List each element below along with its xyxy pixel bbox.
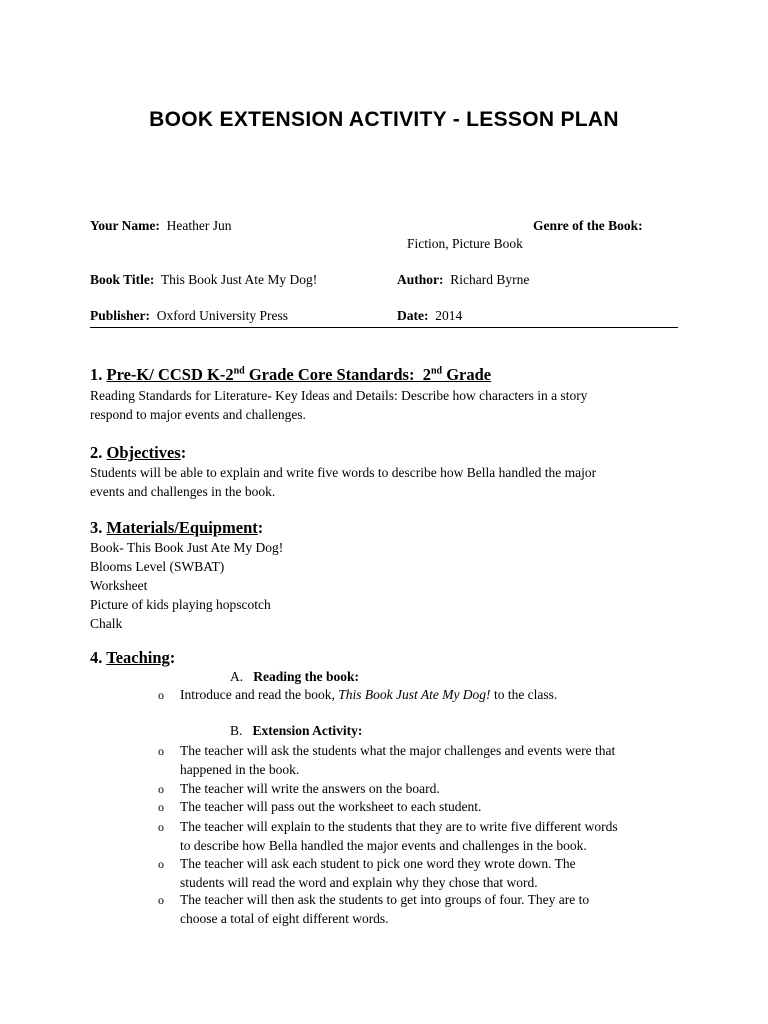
book-title-row [90,272,317,288]
book-title-label: Book Title: [90,272,155,287]
header-divider [90,327,678,328]
section2-line2: events and challenges in the book. [90,484,276,499]
section1-heading-a: Pre-K/ CCSD K-2 [106,365,234,384]
extension-bullet-3 [180,797,481,816]
document-title: BOOK EXTENSION ACTIVITY - LESSON PLAN [149,108,619,131]
date-row [397,308,462,324]
section3-colon: : [257,518,264,537]
bullet-line: The teacher will then ask the students to get into groups of four. They are to [180,892,590,907]
section1-heading-text [107,365,492,384]
material-item: Worksheet [90,578,148,593]
section1-heading-d: Grade [442,365,492,384]
genre-label: Genre of the Book: [533,218,643,233]
date-label: Date: [397,308,429,323]
subsection-a-title: Reading the book: [253,669,360,684]
section1-line1: Reading Standards for Literature- Key Ideas and Details: Describe how characters in a story [90,388,588,403]
material-item: Chalk [90,616,123,631]
bullet-line: students will read the word and explain why they chose that word. [180,875,538,890]
section3-number: 3. [90,518,103,537]
section2-colon: : [180,443,187,462]
subsection-b-title: Extension Activity: [252,723,363,738]
subsection-a-bullet-pre: Introduce and read the book, [180,687,339,702]
genre-value: Fiction, Picture Book [407,236,523,251]
extension-bullet-2 [180,779,440,798]
subsection-b-letter: B. [230,723,243,738]
subsection-a-letter: A. [230,669,244,684]
subsection-a-heading [230,669,359,685]
section1-text [90,386,587,424]
section1-heading-c: 2 [414,365,431,384]
author-row [397,272,529,288]
bullet-marker: o [158,893,164,907]
your-name-value: Heather Jun [166,218,232,233]
bullet-line: happened in the book. [180,762,300,777]
bullet-marker: o [158,800,164,814]
bullet-line: The teacher will explain to the students that they are to write five different words [180,819,618,834]
bullet-line: to describe how Bella handled the major events and challenges in the book. [180,838,587,853]
section2-heading [90,443,186,463]
bullet-line: The teacher will pass out the worksheet to each student. [180,799,482,814]
bullet-marker: o [158,688,164,702]
section1-heading-b: Grade Core Standards: [244,365,415,384]
section2-heading-text: Objectives [106,443,181,462]
book-title-value: This Book Just Ate My Dog! [160,272,318,287]
extension-bullet-4 [180,817,618,855]
section4-number: 4. [90,648,103,667]
section1-line2: respond to major events and challenges. [90,407,306,422]
extension-bullet-1 [180,741,615,779]
extension-bullet-5 [180,854,576,892]
bullet-line: The teacher will ask each student to pick one word they wrote down. The [180,856,576,871]
section4-colon: : [169,648,176,667]
material-item: Blooms Level (SWBAT) [90,559,225,574]
author-label: Author: [397,272,444,287]
subsection-a-book-title: This Book Just Ate My Dog! [338,687,491,702]
date-value: 2014 [435,308,463,323]
bullet-line: The teacher will ask the students what the major challenges and events were that [180,743,616,758]
author-value: Richard Byrne [450,272,530,287]
bullet-marker: o [158,857,164,871]
section3-heading-text: Materials/Equipment [106,518,258,537]
material-item: Picture of kids playing hopscotch [90,597,271,612]
subsection-a-bullet [180,685,557,704]
bullet-line: The teacher will write the answers on the board. [180,781,440,796]
subsection-a-bullet-post: to the class. [490,687,558,702]
your-name-label: Your Name: [90,218,160,233]
publisher-value: Oxford University Press [156,308,289,323]
materials-list [90,538,283,633]
extension-bullet-6 [180,890,589,928]
section2-number: 2. [90,443,103,462]
bullet-marker: o [158,782,164,796]
section1-heading [90,365,491,385]
material-item: Book- This Book Just Ate My Dog! [90,540,284,555]
section1-sup-c: nd [430,365,443,377]
bullet-marker: o [158,744,164,758]
bullet-marker: o [158,820,164,834]
bullet-line: choose a total of eight different words. [180,911,389,926]
section1-number: 1. [90,365,103,384]
section4-heading [90,648,175,668]
publisher-row [90,308,288,324]
publisher-label: Publisher: [90,308,151,323]
section2-line1: Students will be able to explain and write five words to describe how Bella handled the major [90,465,597,480]
section2-text [90,463,596,501]
subsection-b-heading [230,723,362,739]
section3-heading [90,518,263,538]
your-name-row [90,218,231,234]
section1-sup-a: nd [233,365,245,377]
section4-heading-text: Teaching [106,648,170,667]
